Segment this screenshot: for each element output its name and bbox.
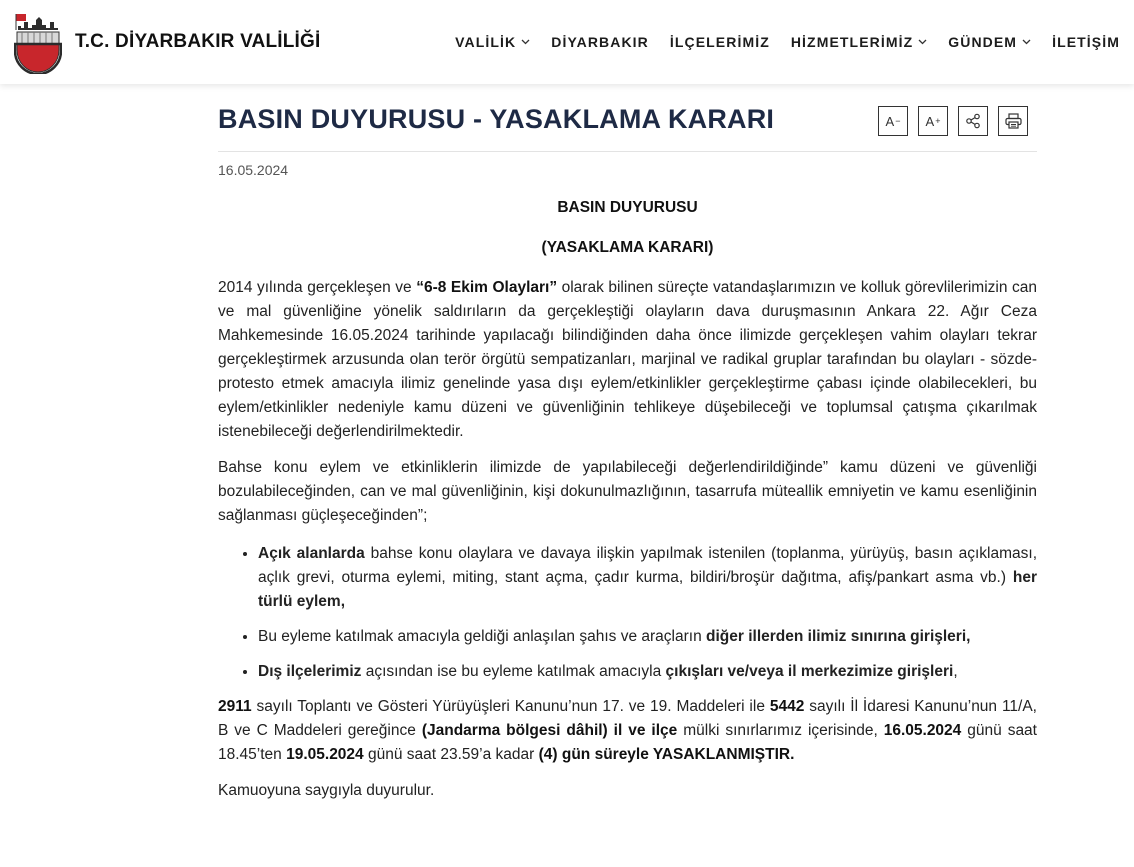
text-span: sayılı İl İdaresi Kanunu’nun 11/A, B ve C Maddeleri gereğince bbox=[218, 698, 1037, 739]
text-span: sayılı Toplantı ve Gösteri Yürüyüşleri Kanunu’nun 17. ve 19. Maddeleri ile bbox=[251, 698, 770, 715]
publish-date: 16.05.2024 bbox=[218, 162, 289, 178]
increase-font-button[interactable] bbox=[918, 106, 948, 136]
share-icon bbox=[965, 113, 981, 129]
nav-item-hizmetlerimiz[interactable] bbox=[791, 34, 927, 50]
bold-text: Açık alanlarda bbox=[258, 545, 365, 562]
site-header bbox=[0, 0, 1134, 84]
paragraph-intro bbox=[218, 276, 1037, 444]
text-span: bahse konu olaylara ve davaya ilişkin yapılmak istenilen (toplanma, yürüyüş, basın açıklaması, açlık grevi, oturma eylemi, miting, stant açma, çadır kurma, bildiri/broşür dağıtma, afiş/pankart asma vb.) bbox=[258, 545, 1037, 586]
article-body bbox=[218, 194, 1037, 815]
chevron-down-icon bbox=[1022, 39, 1031, 45]
paragraph-closing: Kamuoyuna saygıyla duyurulur. bbox=[218, 782, 435, 799]
text-span: , bbox=[953, 663, 958, 680]
paragraph-decision bbox=[218, 695, 1037, 767]
nav-item-label: HİZMETLERİMİZ bbox=[790, 34, 914, 50]
main-nav bbox=[455, 34, 1120, 50]
print-button[interactable] bbox=[998, 106, 1028, 136]
bold-text: 16.05.2024 bbox=[883, 722, 962, 739]
paragraph-assessment: Bahse konu eylem ve etkinliklerin ilimizde de yapılabileceği değerlendirildiğinde” kamu düzeni ve güvenliği bozulabileceğinden, can ve mal güvenliğinin, kişi dokunulmazlığının, tasarrufa müteallik emniyetin ve kamu esenliğinin sağlanması güçleşeceğinden”; bbox=[218, 459, 1037, 524]
bold-text: her türlü eylem, bbox=[258, 569, 1037, 610]
site-title[interactable]: T.C. DİYARBAKIR VALİLİĞİ bbox=[75, 31, 321, 52]
diyarbakir-governorship-logo[interactable] bbox=[14, 8, 62, 74]
text-span: günü saat 23.59’a kadar bbox=[363, 746, 539, 763]
article-tools bbox=[878, 106, 1028, 136]
text-span: açısından ise bu eyleme katılmak amacıyla bbox=[361, 663, 666, 680]
page-title: BASIN DUYURUSU - YASAKLAMA KARARI bbox=[218, 104, 775, 134]
print-icon bbox=[1005, 113, 1022, 129]
nav-item-iletisim[interactable] bbox=[1052, 34, 1120, 50]
bold-text: 19.05.2024 bbox=[286, 746, 364, 763]
bold-text: Dış ilçelerimiz bbox=[258, 663, 362, 680]
bold-text: “6-8 Ekim Olayları” bbox=[416, 279, 558, 296]
nav-item-label: GÜNDEM bbox=[948, 34, 1018, 50]
chevron-down-icon bbox=[521, 39, 530, 45]
bold-text: çıkışları ve/veya il merkezimize girişleri bbox=[665, 663, 954, 680]
title-divider bbox=[218, 151, 1037, 152]
nav-item-label: İLETİŞİM bbox=[1052, 34, 1120, 50]
nav-item-gundem[interactable] bbox=[948, 34, 1031, 50]
announcement-heading: BASIN DUYURUSU bbox=[557, 199, 698, 216]
text-span: Bu eyleme katılmak amacıyla geldiği anlaşılan şahıs ve araçların bbox=[258, 628, 706, 645]
nav-item-diyarbakir[interactable] bbox=[551, 34, 649, 50]
chevron-down-icon bbox=[918, 39, 927, 45]
nav-item-label: İLÇELERİMİZ bbox=[669, 34, 770, 50]
text-span: 2014 yılında gerçekleşen ve bbox=[218, 279, 417, 296]
bold-text: 5442 bbox=[769, 698, 805, 715]
font-a-label: A bbox=[925, 113, 935, 129]
share-button[interactable] bbox=[958, 106, 988, 136]
nav-item-ilcelerimiz[interactable] bbox=[670, 34, 770, 50]
announcement-subheading: (YASAKLAMA KARARI) bbox=[541, 239, 714, 256]
plus-mark: + bbox=[935, 116, 941, 126]
nav-item-label: VALİLİK bbox=[455, 34, 517, 50]
text-span: günü saat 18.45’ten bbox=[218, 722, 1037, 763]
bold-text: diğer illerden ilimiz sınırına girişleri, bbox=[706, 628, 971, 645]
font-a-label: A bbox=[885, 113, 895, 129]
nav-item-valilik[interactable] bbox=[455, 34, 530, 50]
list-item bbox=[258, 625, 1037, 649]
bold-text: (Jandarma bölgesi dâhil) il ve ilçe bbox=[421, 722, 678, 739]
text-span: mülki sınırlarımız içerisinde, bbox=[677, 722, 884, 739]
decrease-font-button[interactable] bbox=[878, 106, 908, 136]
bold-text: 2911 bbox=[218, 698, 252, 715]
nav-item-label: DİYARBAKIR bbox=[551, 34, 649, 50]
list-item bbox=[258, 660, 1037, 684]
bold-text: (4) gün süreyle YASAKLANMIŞTIR. bbox=[538, 746, 795, 763]
text-span: olarak bilinen süreçte vatandaşlarımızın ve kolluk görevlilerimizin can ve mal güvenliğine yönelik saldırıların da gerçekleştiği olayların dava duruşmasının Ankara 22. Ağır Ceza Mahkemesinde 16.05.2024 tarihinde yapılacağı bilindiğinden daha önce ilimizde gerçekleşen vahim olayları tekrar gerçekleştirmek arzusunda olan terör örgütü sempatizanları, marjinal ve radikal gruplar tarafından bu olayları - sözde- protesto etmek amacıyla ilimiz genelinde yasa dışı eylem/etkinlikler gerçekleştirme çabası içinde olabilecekleri, bu eylem/etkinlikler nedeniyle kamu düzeni ve güvenliğinin tehlikeye düşebileceği ve toplumsal çatışma çıkarılmak istenebileceği değerlendirilmektedir. bbox=[218, 279, 1037, 440]
prohibition-list bbox=[218, 542, 1037, 684]
minus-mark: − bbox=[895, 116, 901, 126]
list-item bbox=[258, 542, 1037, 614]
